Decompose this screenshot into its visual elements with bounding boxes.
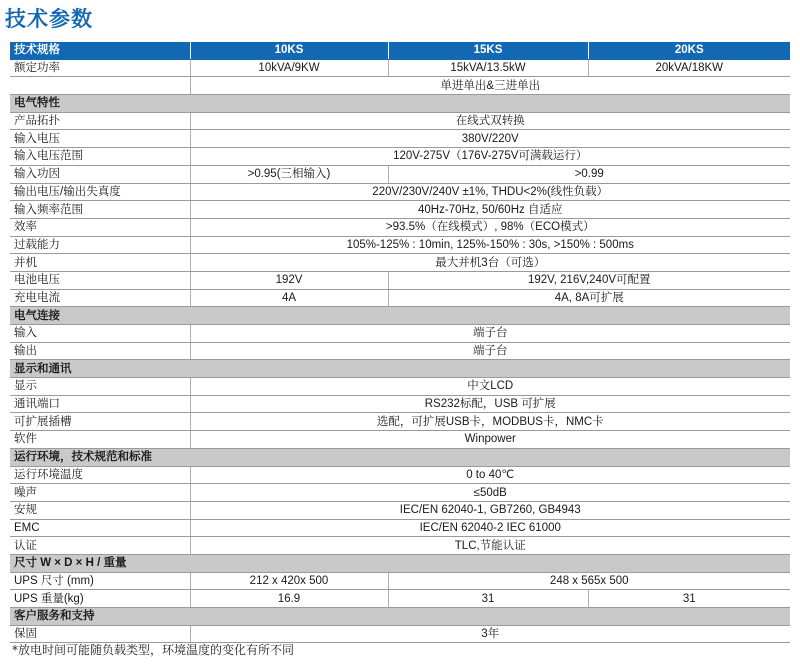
section-connection: 电气连接 xyxy=(10,307,790,325)
row-label: EMC xyxy=(10,519,190,537)
table-row xyxy=(10,466,790,484)
cell-value: 选配，可扩展USB卡，MODBUS卡，NMC卡 xyxy=(190,413,790,431)
table-row xyxy=(10,590,790,608)
table-row xyxy=(10,130,790,148)
header-15ks: 15KS xyxy=(388,42,588,59)
row-label: 效率 xyxy=(10,218,190,236)
row-label: 输入电压范围 xyxy=(10,148,190,166)
cell-value: RS232标配，USB 可扩展 xyxy=(190,395,790,413)
table-row xyxy=(10,112,790,130)
section-service: 客户服务和支持 xyxy=(10,608,790,626)
table-row xyxy=(10,183,790,201)
table-row xyxy=(10,236,790,254)
row-label: 电池电压 xyxy=(10,271,190,289)
row-label: 充电电流 xyxy=(10,289,190,307)
row-label: 输出 xyxy=(10,342,190,360)
table-row xyxy=(10,218,790,236)
table-header-row xyxy=(10,42,790,59)
table-row xyxy=(10,148,790,166)
row-label: 显示 xyxy=(10,378,190,396)
row-label: 输入功因 xyxy=(10,165,190,183)
cell-value: 220V/230V/240V ±1%, THDU<2%(线性负载） xyxy=(190,183,790,201)
row-label: 产品拓扑 xyxy=(10,112,190,130)
cell-10ks: 212 x 420x 500 xyxy=(190,572,388,590)
cell-value: 40Hz-70Hz, 50/60Hz 自适应 xyxy=(190,201,790,219)
table-row xyxy=(10,342,790,360)
cell-value: IEC/EN 62040-2 IEC 61000 xyxy=(190,519,790,537)
cell-15-20ks: 4A, 8A可扩展 xyxy=(388,289,790,307)
table-row xyxy=(10,484,790,502)
table-row xyxy=(10,501,790,519)
table-row xyxy=(10,572,790,590)
cell-10ks: 10kVA/9KW xyxy=(190,59,388,77)
cell-io-mode: 单进单出&三进单出 xyxy=(190,77,790,95)
cell-value: 3年 xyxy=(190,625,790,643)
table-row xyxy=(10,271,790,289)
table-row xyxy=(10,77,790,95)
section-dimensions: 尺寸 W × D × H / 重量 xyxy=(10,554,790,572)
row-label: 并机 xyxy=(10,254,190,272)
table-row xyxy=(10,431,790,449)
section-header xyxy=(10,307,790,325)
row-label: 输入频率范围 xyxy=(10,201,190,219)
cell-20ks: 20kVA/18KW xyxy=(588,59,790,77)
row-label: UPS 尺寸 (mm) xyxy=(10,572,190,590)
cell-15-20ks: 248 x 565x 500 xyxy=(388,572,790,590)
cell-10ks: >0.95(三相输入) xyxy=(190,165,388,183)
table-row xyxy=(10,165,790,183)
section-header xyxy=(10,95,790,113)
row-label: 过载能力 xyxy=(10,236,190,254)
section-environment: 运行环境，技术规范和标准 xyxy=(10,448,790,466)
row-label: 输入电压 xyxy=(10,130,190,148)
section-electrical: 电气特性 xyxy=(10,95,790,113)
table-row xyxy=(10,519,790,537)
table-row xyxy=(10,325,790,343)
row-label: 输出电压/输出失真度 xyxy=(10,183,190,201)
header-10ks: 10KS xyxy=(190,42,388,59)
cell-value: 中文LCD xyxy=(190,378,790,396)
cell-20ks: 31 xyxy=(588,590,790,608)
cell-15ks: 15kVA/13.5kW xyxy=(388,59,588,77)
cell-15-20ks: >0.99 xyxy=(388,165,790,183)
cell-value: Winpower xyxy=(190,431,790,449)
cell-value: 在线式双转换 xyxy=(190,112,790,130)
section-header xyxy=(10,554,790,572)
row-label: 可扩展插槽 xyxy=(10,413,190,431)
row-label: 通讯端口 xyxy=(10,395,190,413)
cell-value: 380V/220V xyxy=(190,130,790,148)
table-row xyxy=(10,378,790,396)
cell-value: >93.5%（在线模式）, 98%（ECO模式） xyxy=(190,218,790,236)
table-row xyxy=(10,395,790,413)
cell-value: ≤50dB xyxy=(190,484,790,502)
cell-15-20ks: 192V, 216V,240V可配置 xyxy=(388,271,790,289)
cell-value: IEC/EN 62040-1, GB7260, GB4943 xyxy=(190,501,790,519)
cell-value: 端子台 xyxy=(190,325,790,343)
table-row xyxy=(10,201,790,219)
row-label: 运行环境温度 xyxy=(10,466,190,484)
footnote: *放电时间可能随负载类型，环境温度的变化有所不同 xyxy=(12,643,295,657)
section-header xyxy=(10,448,790,466)
row-label: 噪声 xyxy=(10,484,190,502)
header-spec: 技术规格 xyxy=(10,42,190,59)
table-row xyxy=(10,289,790,307)
cell-value: 120V-275V（176V-275V可满载运行） xyxy=(190,148,790,166)
section-display: 显示和通讯 xyxy=(10,360,790,378)
row-label: 额定功率 xyxy=(10,59,190,77)
row-label: 输入 xyxy=(10,325,190,343)
section-header xyxy=(10,608,790,626)
cell-value: 最大并机3台（可选） xyxy=(190,254,790,272)
cell-value: 105%-125% : 10min, 125%-150% : 30s, >150% : 500ms xyxy=(190,236,790,254)
row-label: 保固 xyxy=(10,625,190,643)
row-label: UPS 重量(kg) xyxy=(10,590,190,608)
table-row xyxy=(10,413,790,431)
section-header xyxy=(10,360,790,378)
header-20ks: 20KS xyxy=(588,42,790,59)
spec-table xyxy=(10,42,790,643)
row-label: 认证 xyxy=(10,537,190,555)
table-row xyxy=(10,59,790,77)
page-title: 技术参数 xyxy=(5,7,93,31)
cell-15ks: 31 xyxy=(388,590,588,608)
cell-value: TLC,节能认证 xyxy=(190,537,790,555)
cell-value: 0 to 40℃ xyxy=(190,466,790,484)
table-row xyxy=(10,254,790,272)
table-row xyxy=(10,537,790,555)
row-label xyxy=(10,77,190,95)
cell-10ks: 16.9 xyxy=(190,590,388,608)
row-label: 安规 xyxy=(10,501,190,519)
cell-value: 端子台 xyxy=(190,342,790,360)
row-label: 软件 xyxy=(10,431,190,449)
cell-10ks: 192V xyxy=(190,271,388,289)
cell-10ks: 4A xyxy=(190,289,388,307)
